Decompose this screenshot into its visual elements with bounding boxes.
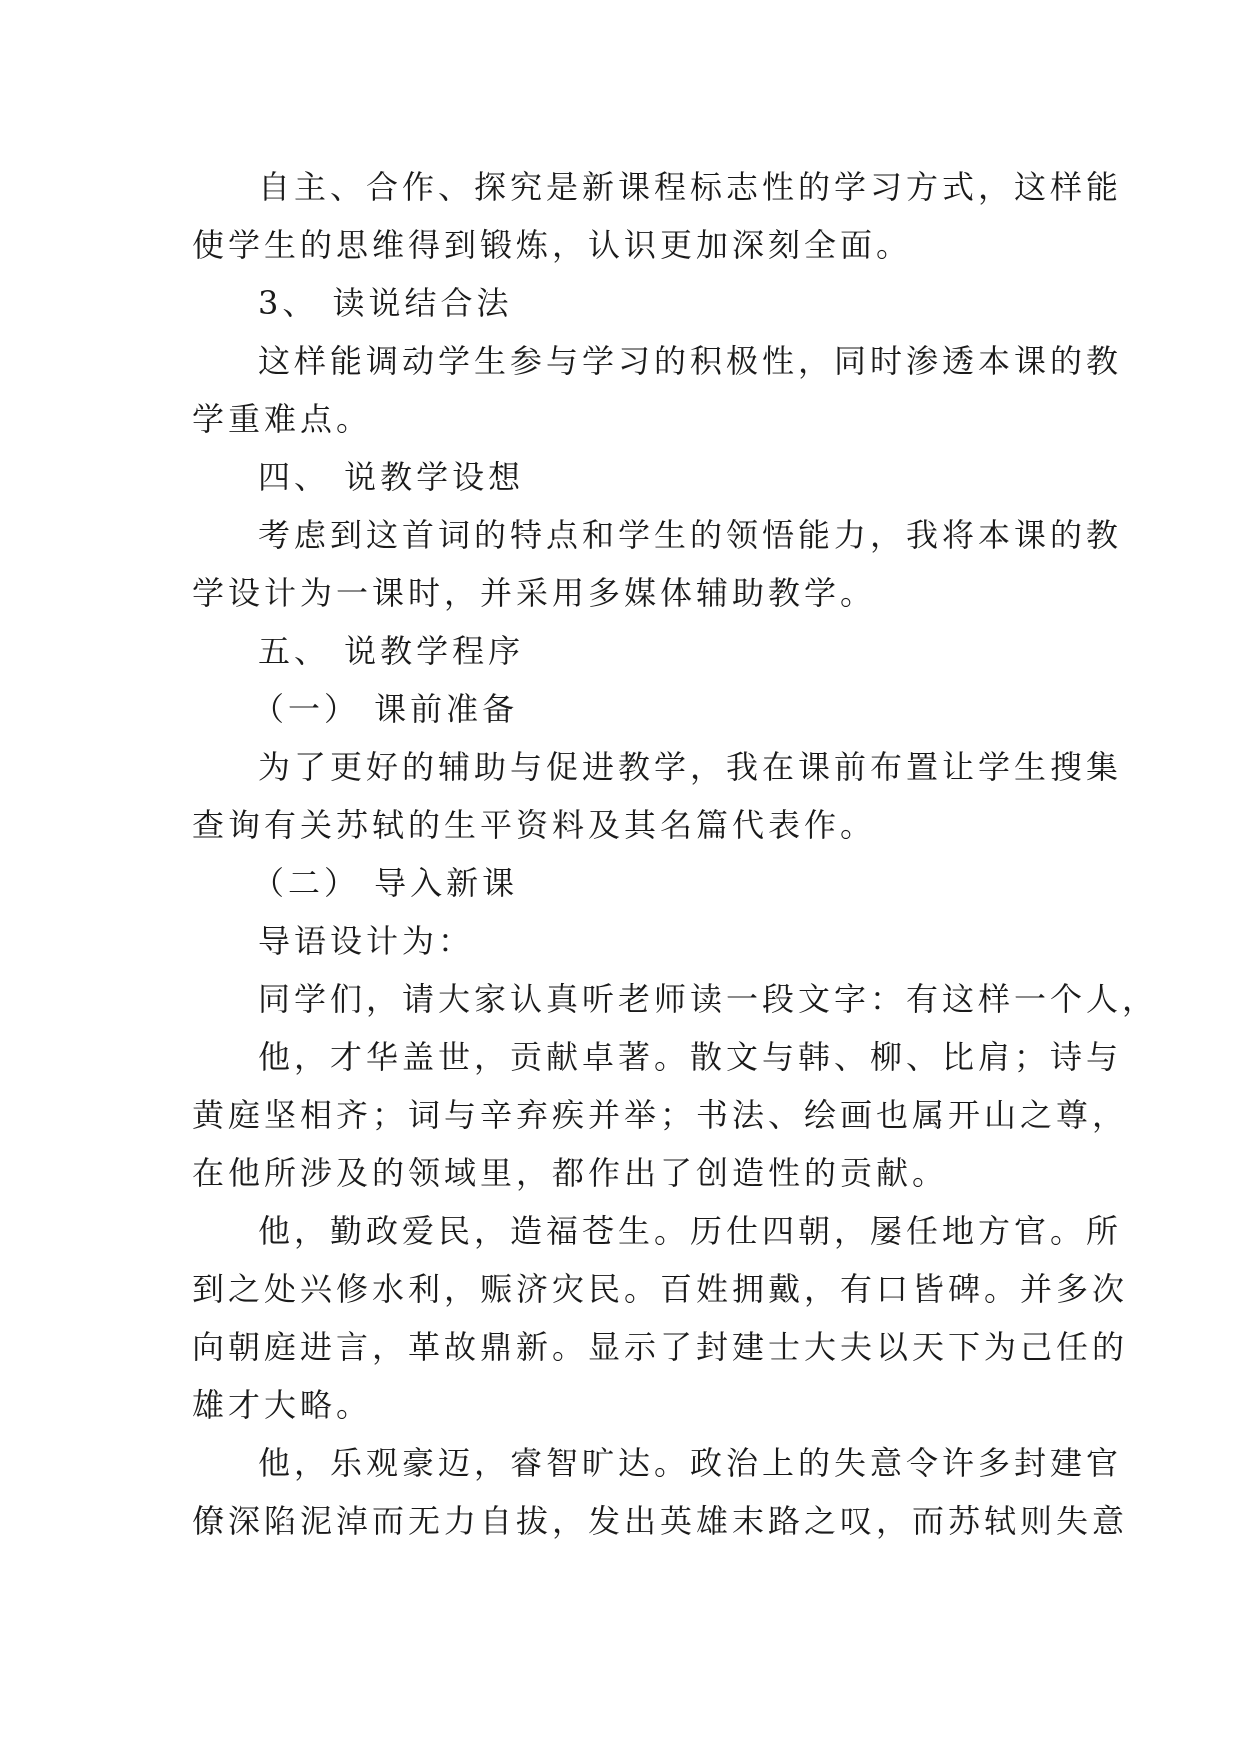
document-body — [192, 158, 1159, 1550]
paragraph-line: 到之处兴修水利，赈济灾民。百姓拥戴，有口皆碑。并多次 — [192, 1270, 1129, 1308]
subsection-heading: （二） 导入新课 — [252, 864, 519, 902]
paragraph-line: 这样能调动学生参与学习的积极性，同时渗透本课的教 — [258, 342, 1123, 380]
paragraph-line: 雄才大略。 — [192, 1386, 373, 1424]
paragraph-line: 他，勤政爱民，造福苍生。历仕四朝，屡任地方官。所 — [258, 1212, 1123, 1250]
paragraph-line: 同学们，请大家认真听老师读一段文字：有这样一个人， — [258, 980, 1159, 1018]
paragraph-line: 学重难点。 — [192, 400, 373, 438]
paragraph-line: 黄庭坚相齐；词与辛弃疾并举；书法、绘画也属开山之尊， — [192, 1096, 1129, 1134]
paragraph-line: 僚深陷泥淖而无力自拔，发出英雄末路之叹，而苏轼则失意 — [192, 1502, 1129, 1540]
paragraph-line: 查询有关苏轼的生平资料及其名篇代表作。 — [192, 806, 877, 844]
paragraph-line: 使学生的思维得到锻炼，认识更加深刻全面。 — [192, 226, 913, 264]
paragraph-line: 自主、合作、探究是新课程标志性的学习方式，这样能 — [258, 168, 1123, 206]
section-heading: 四、 说教学设想 — [258, 458, 525, 496]
paragraph-line: 在他所涉及的领域里，都作出了创造性的贡献。 — [192, 1154, 949, 1192]
paragraph-line: 考虑到这首词的特点和学生的领悟能力，我将本课的教 — [258, 516, 1123, 554]
subsection-heading: （一） 课前准备 — [252, 690, 519, 728]
paragraph-line: 向朝庭进言，革故鼎新。显示了封建士大夫以天下为己任的 — [192, 1328, 1129, 1366]
section-heading: 3、 读说结合法 — [258, 284, 513, 322]
paragraph-line: 导语设计为： — [258, 922, 475, 960]
paragraph-line: 学设计为一课时，并采用多媒体辅助教学。 — [192, 574, 877, 612]
section-heading: 五、 说教学程序 — [258, 632, 525, 670]
paragraph-line: 为了更好的辅助与促进教学，我在课前布置让学生搜集 — [258, 748, 1123, 786]
paragraph-line: 他，才华盖世，贡献卓著。散文与韩、柳、比肩；诗与 — [258, 1038, 1123, 1076]
paragraph-line: 他，乐观豪迈，睿智旷达。政治上的失意令许多封建官 — [258, 1444, 1123, 1482]
